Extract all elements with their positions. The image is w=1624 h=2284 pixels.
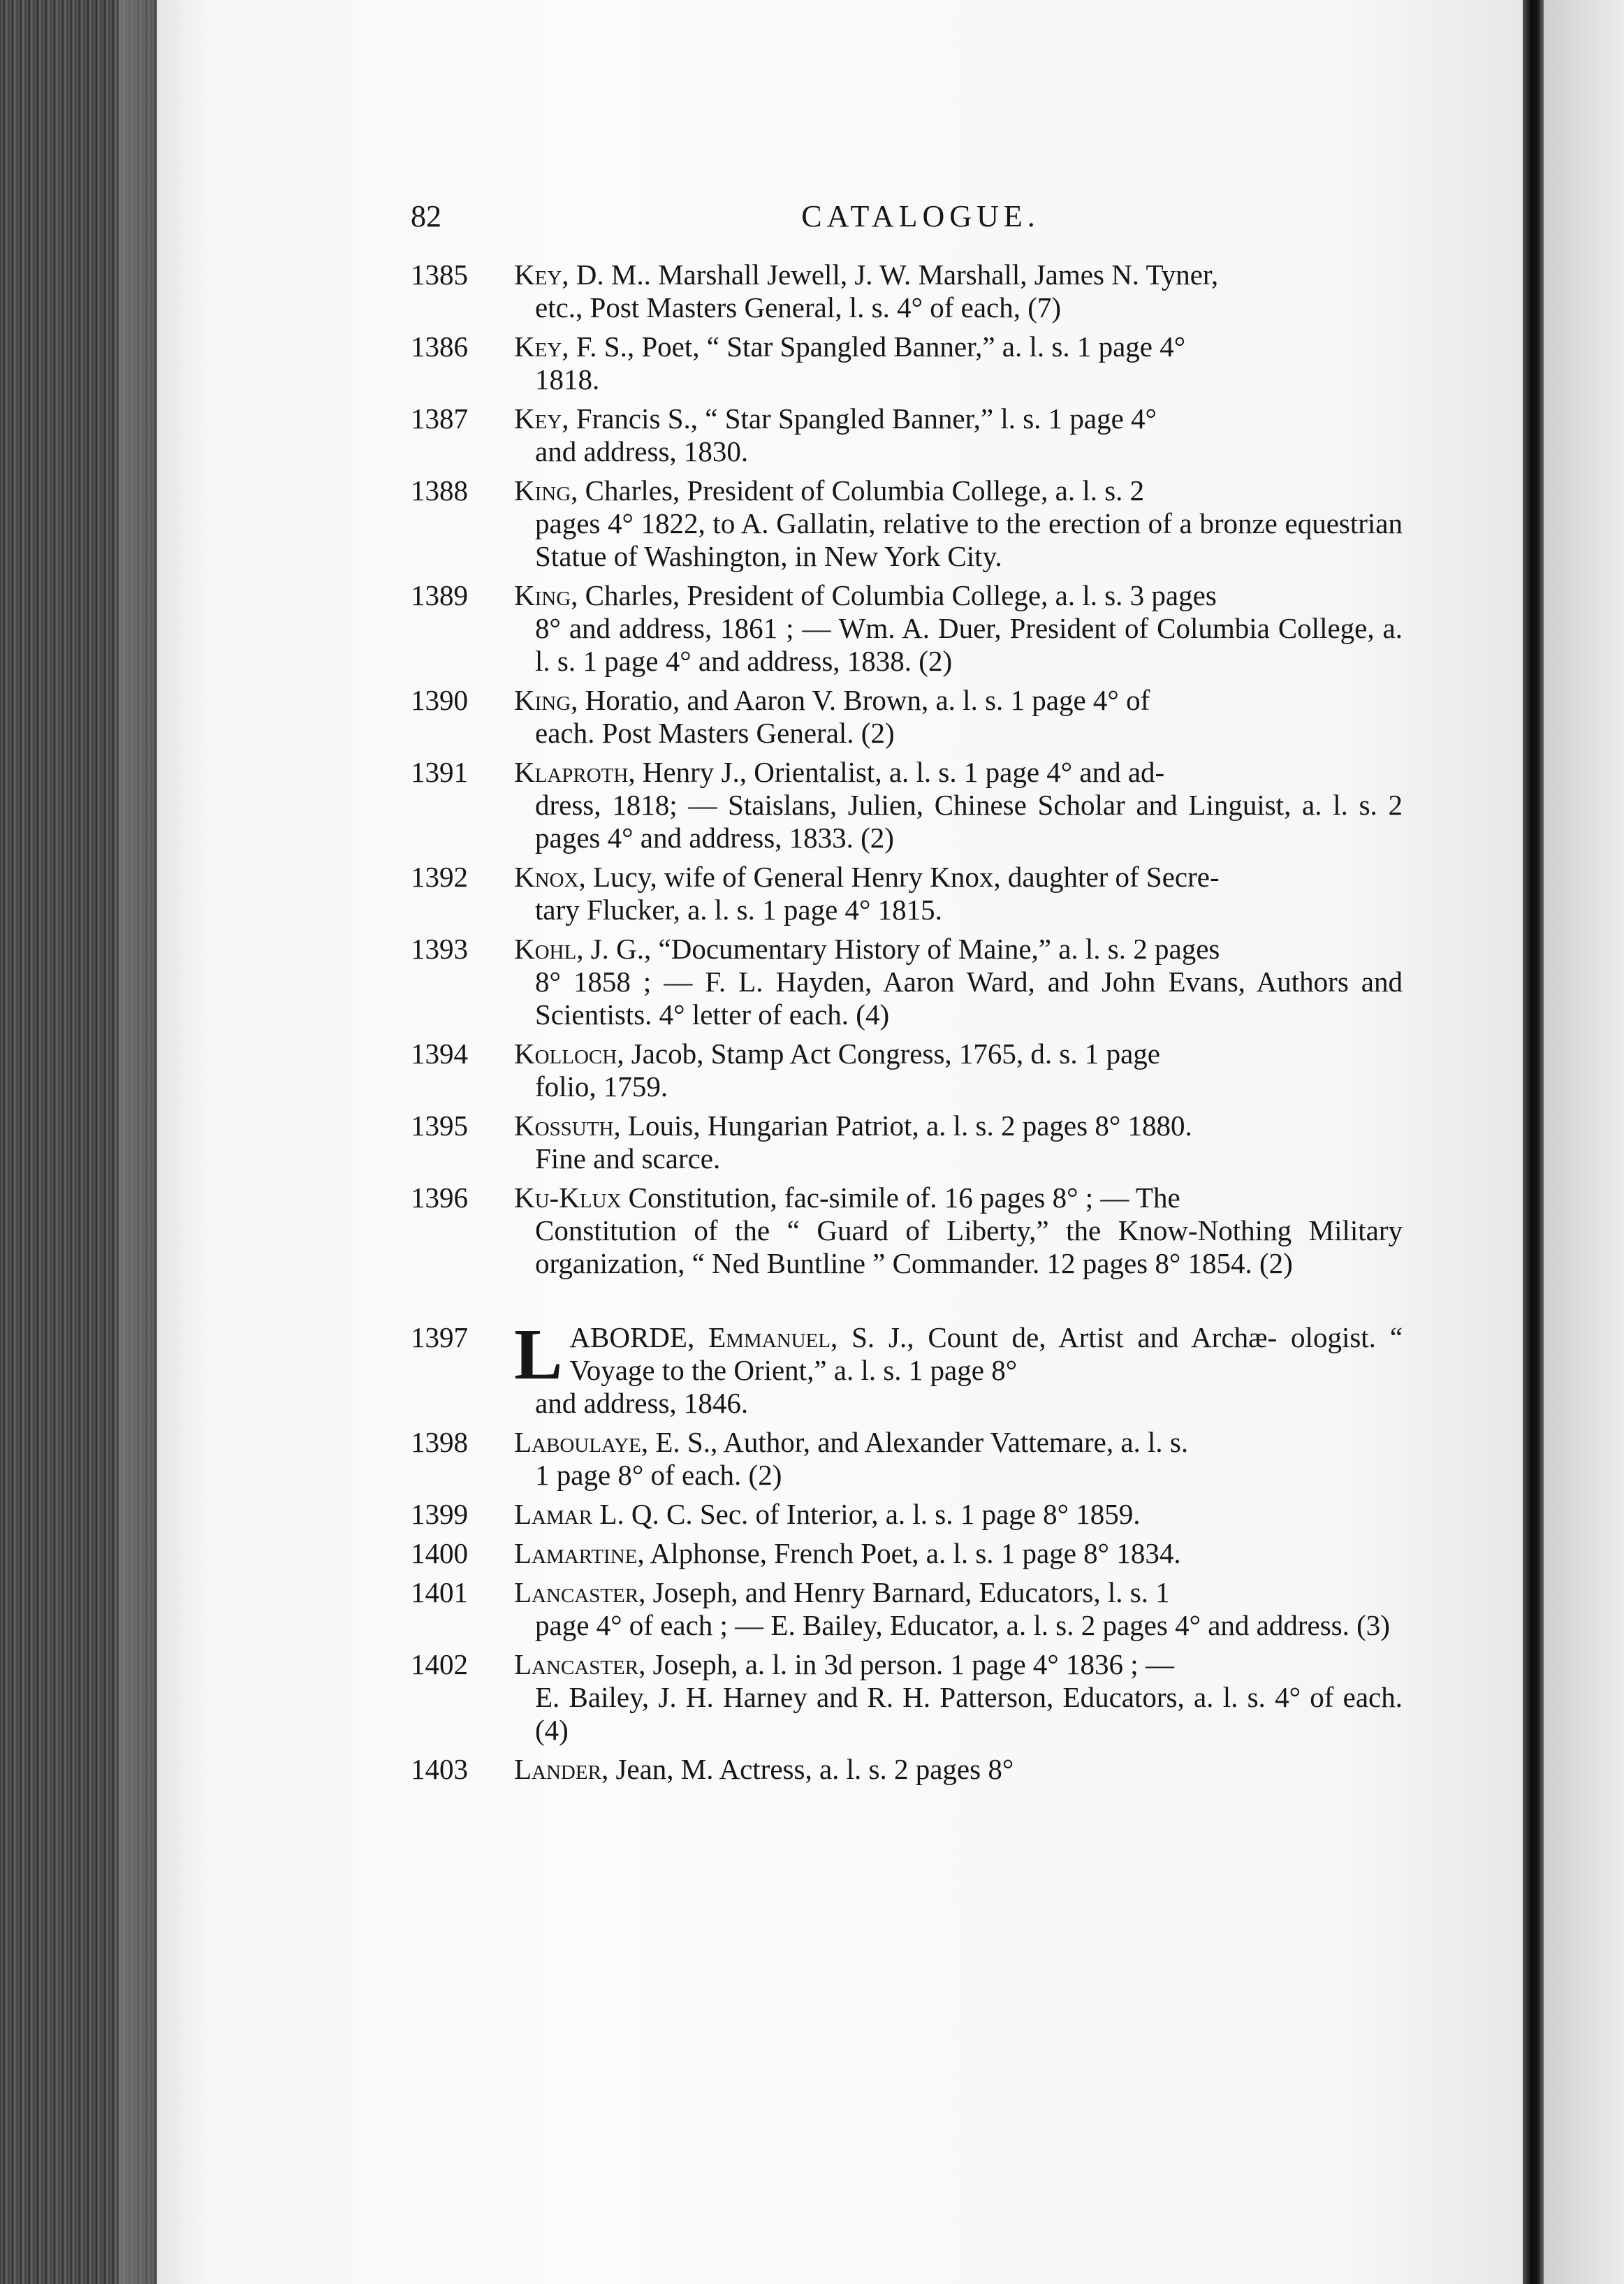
entry-text: , D. M.. Marshall Jewell, J. W. Marshall, James N. Tyner, — [562, 259, 1219, 291]
entry-first-line — [514, 402, 1403, 435]
entry-name: Lamar — [514, 1498, 593, 1530]
entry-text: , F. S., Poet, “ Star Spangled Banner,” a. l. s. 1 page 4° — [562, 330, 1186, 363]
entry-continuation: Fine and scarce. — [535, 1142, 721, 1174]
entry-name: Key — [514, 259, 562, 291]
catalogue-text — [411, 196, 1403, 1792]
entry-first-line — [514, 1498, 1403, 1531]
entry-number: 1400 — [411, 1537, 468, 1569]
entry-text: , Horatio, and Aaron V. Brown, a. l. s. 1 page 4° of — [571, 684, 1150, 716]
entry-name: Lander — [514, 1753, 601, 1785]
entry-name: Key — [514, 402, 562, 435]
entry-number: 1385 — [411, 259, 468, 291]
entry-first-line — [514, 1753, 1403, 1786]
entry-continuation: etc., Post Masters General, l. s. 4° of each, (7) — [535, 291, 1062, 323]
entry-name: Lancaster — [514, 1648, 639, 1680]
catalogue-entry — [411, 1110, 1403, 1175]
entry-continuation: E. Bailey, J. H. Harney and R. H. Patterson, Educators, a. l. s. 4° of each. (4) — [535, 1681, 1403, 1746]
entry-continuation: and address, 1846. — [535, 1387, 749, 1419]
entry-number: 1398 — [411, 1426, 468, 1458]
entry-first-line — [514, 474, 1403, 507]
entry-number: 1387 — [411, 402, 468, 435]
entry-text: , Francis S., “ Star Spangled Banner,” l. s. 1 page 4° — [562, 402, 1157, 435]
facing-page-edge — [1544, 0, 1624, 2284]
entry-text: , Jean, M. Actress, a. l. s. 2 pages 8° — [601, 1753, 1014, 1785]
entry-continuation: 8° and address, 1861 ; — Wm. A. Duer, President of Columbia College, a. l. s. 1 page 4° and address, 1838. (2) — [535, 612, 1403, 677]
entry-name: Klaproth — [514, 756, 629, 788]
entry-continuation: tary Flucker, a. l. s. 1 page 4° 1815. — [535, 894, 942, 926]
entry-name: Kohl — [514, 933, 577, 965]
drop-cap: L — [514, 1314, 563, 1395]
page-header — [411, 196, 1403, 245]
entry-continuation: dress, 1818; — Staislans, Julien, Chinese Scholar and Linguist, a. l. s. 2 pages 4° and address, 1833. (2) — [535, 789, 1403, 854]
entry-text: , Lucy, wife of General Henry Knox, daughter of Secre- — [578, 861, 1220, 893]
entry-number: 1401 — [411, 1576, 468, 1608]
entry-first-line — [514, 1181, 1403, 1214]
entry-number: 1388 — [411, 474, 468, 507]
catalogue-entry — [411, 1038, 1403, 1103]
entry-continuation: folio, 1759. — [535, 1070, 668, 1103]
entry-name: Laboulaye — [514, 1426, 641, 1458]
entry-name: King — [514, 579, 571, 611]
book-binding — [1523, 0, 1544, 2284]
entry-first-line — [514, 579, 1403, 612]
catalogue-entry — [411, 1576, 1403, 1642]
entry-first-line — [514, 1038, 1403, 1070]
entry-name: Lamartine — [514, 1537, 638, 1569]
entry-first-line — [514, 1576, 1403, 1609]
entry-first-line — [514, 1648, 1403, 1681]
entry-first-line — [514, 756, 1403, 789]
entry-number: 1394 — [411, 1038, 468, 1070]
catalogue-entry — [411, 1498, 1403, 1531]
catalogue-entry — [411, 579, 1403, 678]
entry-name: Key — [514, 330, 562, 363]
entry-continuation: 1818. — [535, 363, 600, 395]
catalogue-entry — [411, 330, 1403, 396]
catalogue-entry — [411, 756, 1403, 854]
entry-name: Lancaster — [514, 1576, 639, 1608]
entry-number: 1403 — [411, 1753, 468, 1785]
entry-continuation: pages 4° 1822, to A. Gallatin, relative to the erection of a bronze equestrian Statue of Washington, in New York City. — [535, 507, 1403, 572]
entry-first-line — [514, 1110, 1403, 1142]
catalogue-entry — [411, 1753, 1403, 1786]
entry-name: ABORDE, Emmanuel — [569, 1321, 831, 1353]
entry-name: Knox — [514, 861, 579, 893]
entry-text: , Jacob, Stamp Act Congress, 1765, d. s. 1 page — [617, 1038, 1160, 1070]
entry-list — [411, 259, 1403, 1280]
entry-text: , E. S., Author, and Alexander Vattemare, a. l. s. — [641, 1426, 1189, 1458]
entry-first-line — [514, 1426, 1403, 1459]
entry-continuation: 8° 1858 ; — F. L. Hayden, Aaron Ward, and John Evans, Authors and Scientists. 4° letter of each. (4) — [535, 966, 1403, 1031]
catalogue-entry — [411, 474, 1403, 573]
entry-name: Kolloch — [514, 1038, 617, 1070]
entry-number: 1390 — [411, 684, 468, 716]
entry-text: , S. J., Count de, Artist and Archæ- — [830, 1321, 1278, 1353]
catalogue-entry — [411, 1426, 1403, 1492]
entry-continuation: page 4° of each ; — E. Bailey, Educator, a. l. s. 2 pages 4° and address. (3) — [535, 1609, 1390, 1641]
entry-first-line — [514, 259, 1403, 291]
catalogue-entry — [411, 861, 1403, 926]
entry-text: , Louis, Hungarian Patriot, a. l. s. 2 pages 8° 1880. — [613, 1110, 1192, 1142]
entry-number: 1386 — [411, 330, 468, 363]
catalogue-entry — [411, 1648, 1403, 1747]
entry-first-line — [514, 684, 1403, 717]
entry-number: 1396 — [411, 1181, 468, 1214]
entry-first-line — [514, 330, 1403, 363]
entry-name: Ku-Klux — [514, 1181, 622, 1214]
entry-continuation: 1 page 8° of each. (2) — [535, 1459, 782, 1491]
entry-name: King — [514, 474, 571, 507]
entry-number: 1395 — [411, 1110, 468, 1142]
entry-text: Constitution, fac-simile of. 16 pages 8° ; — The — [621, 1181, 1180, 1214]
entry-laborde — [411, 1314, 1403, 1420]
entry-text: , Alphonse, French Poet, a. l. s. 1 page 8° 1834. — [637, 1537, 1181, 1569]
catalogue-entry — [411, 933, 1403, 1031]
catalogue-entry — [411, 402, 1403, 468]
catalogue-entry — [411, 1537, 1403, 1570]
running-head: CATALOGUE. — [801, 199, 1040, 233]
entry-number: 1391 — [411, 756, 468, 788]
entry-number: 1397 — [411, 1321, 468, 1353]
entry-number: 1392 — [411, 861, 468, 893]
entry-text: , Henry J., Orientalist, a. l. s. 1 page 4° and ad- — [628, 756, 1165, 788]
entry-text: , Joseph, and Henry Barnard, Educators, l. s. 1 — [638, 1576, 1170, 1608]
entry-name: Kossuth — [514, 1110, 614, 1142]
entry-first-line — [514, 861, 1403, 894]
entry-text: , J. G., “Documentary History of Maine,” a. l. s. 2 pages — [576, 933, 1220, 965]
entry-continuation: Constitution of the “ Guard of Liberty,” the Know-Nothing Military organization, “ Ned Buntline ” Commander. 12 pages 8° 1854. (2) — [535, 1214, 1403, 1279]
entry-first-line — [514, 933, 1403, 966]
entry-name: King — [514, 684, 571, 716]
catalogue-entry — [411, 684, 1403, 750]
entry-number: 1389 — [411, 579, 468, 611]
entry-number: 1399 — [411, 1498, 468, 1530]
entry-continuation: each. Post Masters General. (2) — [535, 717, 895, 749]
entry-text: , Joseph, a. l. in 3d person. 1 page 4° 1836 ; — — [638, 1648, 1174, 1680]
entry-continuation: and address, 1830. — [535, 435, 749, 467]
entry-list-l — [411, 1426, 1403, 1786]
entry-text: , Charles, President of Columbia College, a. l. s. 2 — [571, 474, 1145, 507]
entry-number: 1393 — [411, 933, 468, 965]
entry-text-line2: ologist. “ Voyage to the Orient,” a. l. s. 1 page 8° — [569, 1321, 1403, 1386]
catalogue-entry — [411, 259, 1403, 324]
entry-text: , Charles, President of Columbia College, a. l. s. 3 pages — [571, 579, 1217, 611]
entry-first-line — [514, 1537, 1403, 1570]
entry-number: 1402 — [411, 1648, 468, 1680]
catalogue-entry — [411, 1181, 1403, 1280]
page-number: 82 — [411, 199, 441, 233]
entry-text: L. Q. C. Sec. of Interior, a. l. s. 1 page 8° 1859. — [592, 1498, 1141, 1530]
